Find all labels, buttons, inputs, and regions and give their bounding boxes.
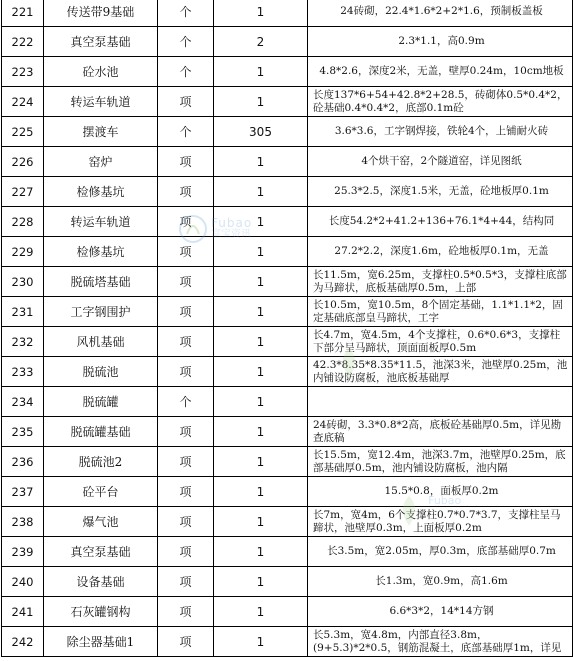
row-id: 226 [2,147,44,177]
row-qty: 1 [214,507,308,537]
row-qty: 1 [214,327,308,357]
table-row [2,567,573,597]
row-qty: 1 [214,597,308,627]
watermark-brand: Fubao [211,216,253,230]
row-name: 真空泵基础 [44,537,158,567]
row-unit: 项 [158,477,214,507]
row-id: 223 [2,57,44,87]
row-note-text: 长15.5m，宽12.4m，池深3.7m，池壁厚0.25m，底部基础厚0.5m，池内铺设防腐板，池内隔 [313,448,566,474]
row-note [308,417,573,447]
row-qty: 1 [214,537,308,567]
row-name: 风机基础 [44,327,158,357]
row-id: 229 [2,237,44,267]
row-qty: 1 [214,477,308,507]
row-unit: 项 [158,567,214,597]
row-qty: 1 [214,267,308,297]
row-id: 227 [2,177,44,207]
row-id: 221 [2,0,44,27]
row-name: 除尘器基础1 [44,627,158,657]
row-id: 235 [2,417,44,447]
table-row [2,447,573,477]
row-qty: 305 [214,117,308,147]
row-id: 230 [2,267,44,297]
row-note-text: 长3.5m，宽2.05m，厚0.3m，底部基础厚0.7m [327,545,556,557]
table-row [2,0,573,27]
row-id: 237 [2,477,44,507]
row-unit: 个 [158,117,214,147]
row-note-text: 长度54.2*2+41.2+136+76.1*4+44，结构同 [328,215,555,227]
table-body [2,0,573,657]
row-id: 222 [2,27,44,57]
row-note-text: 25.3*2.5，深度1.5米，无盖，砼地板厚0.1m [334,185,549,197]
table-row [2,387,573,417]
row-name: 石灰罐钢构 [44,597,158,627]
row-unit: 个 [158,0,214,27]
leaf-logo-icon [335,346,363,380]
table-row [2,597,573,627]
table-row [2,477,573,507]
row-unit: 项 [158,267,214,297]
row-note-text: 长1.3m，宽0.9m，高1.6m [375,575,508,587]
table-row [2,147,573,177]
row-note-text: 42.3*8.35*8.35*11.5，池深3米，池壁厚0.25m，池内铺设防腐板，池底板基础厚 [313,358,568,384]
row-name: 脱硫罐基础 [44,417,158,447]
watermark-3 [395,494,461,532]
row-id: 240 [2,567,44,597]
row-name: 脱硫罐 [44,387,158,417]
row-note-text: 4个烘干窑，2个隧道窑，详见图纸 [361,155,522,167]
row-name: 检修基坑 [44,237,158,267]
row-name: 工字钢围护 [44,297,158,327]
row-id: 234 [2,387,44,417]
row-id: 233 [2,357,44,387]
row-name: 砼平台 [44,477,158,507]
row-unit: 项 [158,327,214,357]
row-unit: 项 [158,207,214,237]
row-name: 摆渡车 [44,117,158,147]
table-row [2,27,573,57]
row-note-text: 长度137*6+54+42.8*2+28.5，砖砌体0.5*0.4*2，砼基础0.4*0.4*2，底部0.1m砼 [313,88,568,114]
row-name: 设备基础 [44,567,158,597]
row-note [308,267,573,297]
row-note-text: 长10.5m，宽10.5m，8个固定基础，1.1*1.1*2，固定基础底部皇马蹄状，工字 [313,298,563,324]
table-row [2,357,573,387]
table-row [2,57,573,87]
row-note-text: 2.3*1.1，高0.9m [398,35,485,47]
row-note [308,297,573,327]
row-qty: 1 [214,627,308,657]
row-unit: 项 [158,237,214,267]
table-row [2,117,573,147]
row-id: 236 [2,447,44,477]
row-note [308,597,573,627]
row-name: 脱硫塔基础 [44,267,158,297]
row-note [308,207,573,237]
row-id: 238 [2,507,44,537]
row-id: 241 [2,597,44,627]
row-id: 224 [2,87,44,117]
table-row [2,87,573,117]
row-unit: 项 [158,507,214,537]
row-name: 砼水池 [44,57,158,87]
row-name: 检修基坑 [44,177,158,207]
row-qty: 1 [214,177,308,207]
row-name: 转运车轨道 [44,87,158,117]
row-name: 真空泵基础 [44,27,158,57]
table-row [2,237,573,267]
row-name: 窑炉 [44,147,158,177]
row-unit: 个 [158,57,214,87]
row-qty: 1 [214,447,308,477]
row-note [308,447,573,477]
row-note [308,537,573,567]
row-qty: 1 [214,0,308,27]
table-row [2,417,573,447]
row-note [308,567,573,597]
row-note [308,0,573,27]
row-qty: 1 [214,387,308,417]
watermark-2 [335,346,363,384]
row-id: 228 [2,207,44,237]
row-note-text: 长7m，宽4m，6个支撑柱0.7*0.7*3.7，支撑柱呈马蹄状，池壁厚0.3m，上面板厚0.2m [313,508,561,534]
row-unit: 项 [158,597,214,627]
row-id: 239 [2,537,44,567]
row-id: 242 [2,627,44,657]
watermark-small-brand: Fubao [428,494,462,507]
row-unit: 项 [158,177,214,207]
row-qty: 1 [214,357,308,387]
row-note [308,147,573,177]
row-note [308,387,573,417]
row-note [308,117,573,147]
row-qty: 1 [214,87,308,117]
row-name: 转运车轨道 [44,207,158,237]
row-qty: 1 [214,207,308,237]
table-row [2,627,573,657]
quantity-table [1,0,573,657]
row-note [308,627,573,657]
row-note-text: 27.2*2.2，深度1.6m，砼地板厚0.1m，无盖 [334,245,549,257]
row-name: 传送带9基础 [44,0,158,27]
row-name: 脱硫池2 [44,447,158,477]
row-unit: 项 [158,627,214,657]
row-qty: 1 [214,57,308,87]
row-unit: 项 [158,87,214,117]
table-row [2,327,573,357]
row-unit: 个 [158,27,214,57]
table-row [2,507,573,537]
row-note-text: 24砖砌，22.4*1.6*2+2*1.6，预制板盖板 [340,5,543,17]
row-name: 爆气池 [44,507,158,537]
watermark-cn: 富宝资讯 [211,229,251,240]
row-qty: 1 [214,567,308,597]
row-note [308,237,573,267]
row-unit: 项 [158,447,214,477]
row-qty: 1 [214,297,308,327]
table-row [2,177,573,207]
table-row [2,297,573,327]
row-note-text: 长5.3m，宽4.8m，内部直径3.8m，(9+5.3)*2*0.5，钢筋混凝土，底部基础厚1m，详见 [313,628,562,654]
row-note [308,87,573,117]
row-id: 225 [2,117,44,147]
row-unit: 项 [158,357,214,387]
row-note [308,57,573,87]
table-row [2,537,573,567]
row-qty: 1 [214,417,308,447]
leaf-logo-icon-2 [395,494,423,528]
row-qty: 1 [214,237,308,267]
row-note-text: 24砖砌，3.3*0.8*2高，底板砼基础厚0.5m，详见勘查底稿 [313,418,562,444]
row-note-text: 4.8*2.6，深度2米，无盖，壁厚0.24m，10cm地板 [319,65,564,77]
table-row [2,207,573,237]
table-row [2,267,573,297]
row-note-text: 15.5*0.8，面板厚0.2m [384,485,499,497]
row-id: 232 [2,327,44,357]
row-unit: 项 [158,417,214,447]
row-note-text: 3.6*3.6，工字钢焊接，铁轮4个，上铺耐火砖 [334,125,549,137]
row-qty: 1 [214,147,308,177]
row-note-text: 6.6*3*2，14*14方钢 [389,605,494,617]
row-note-text: 长4.7m，宽4.5m，4个支撑柱，0.6*0.6*3，支撑柱下部分呈马蹄状，顶面面板厚0.5m [313,328,561,354]
row-note-text: 长11.5m，宽6.25m，支撑柱0.5*0.5*3，支撑柱底部为马蹄状，底板基础厚0.5m，上部 [313,268,567,294]
row-unit: 项 [158,537,214,567]
row-id: 231 [2,297,44,327]
row-note [308,27,573,57]
row-qty: 2 [214,27,308,57]
row-name: 脱硫池 [44,357,158,387]
row-unit: 项 [158,147,214,177]
row-note [308,177,573,207]
row-unit: 个 [158,387,214,417]
row-unit: 项 [158,297,214,327]
